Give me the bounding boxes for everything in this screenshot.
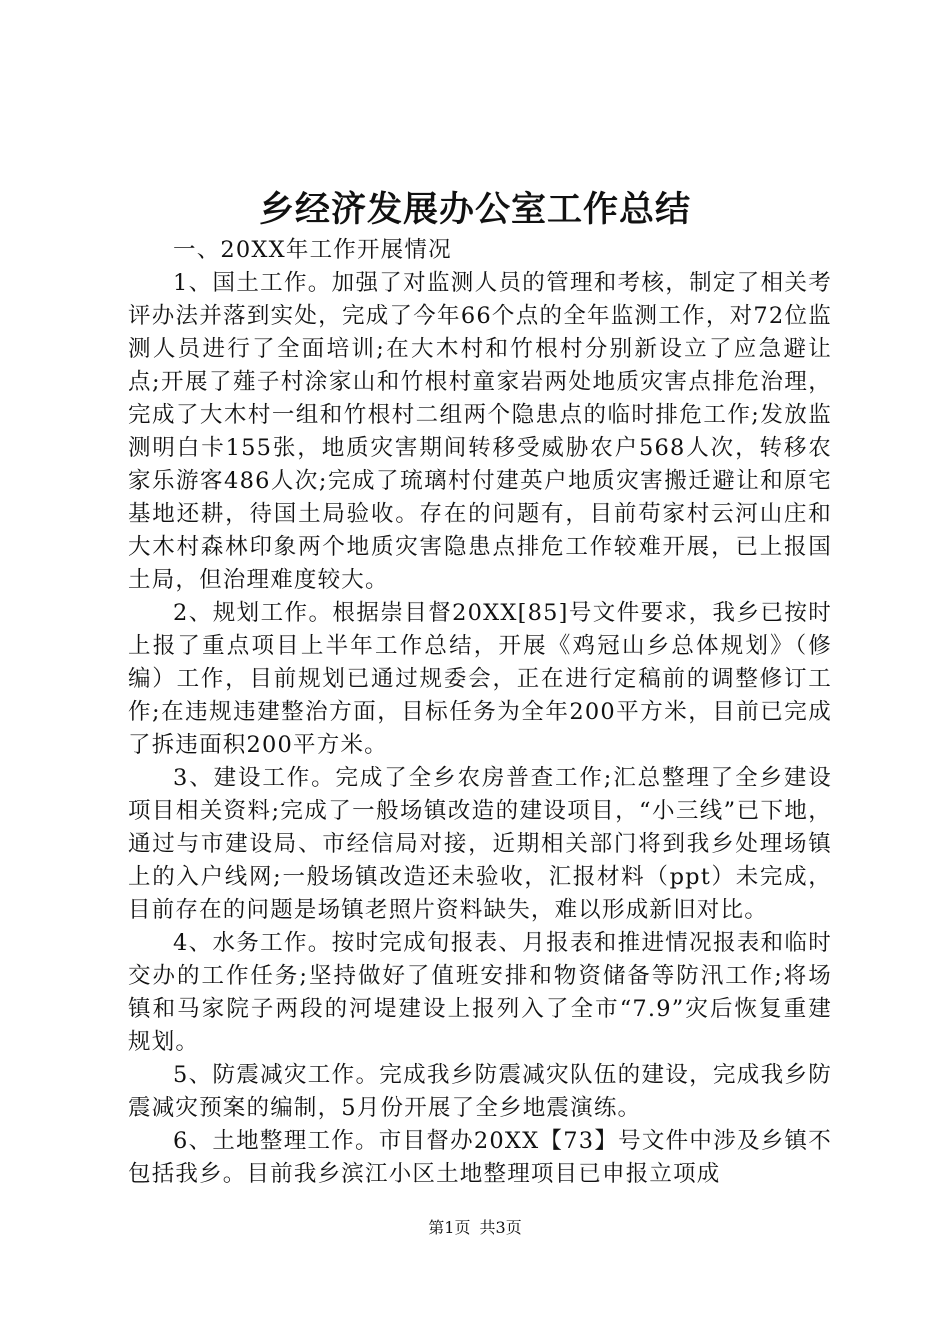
paragraph-land-work: 1、国土工作。加强了对监测人员的管理和考核，制定了相关考评办法并落到实处，完成了今年66个点的全年监测工作，对72位监测人员进行了全面培训;在大木村和竹根村分别新设立了应急避让点;开展了薤子村涂家山和竹根村童家岩两处地质灾害点排危治理，完成了大木村一组和竹根村二组两个隐患点的临时排危工作;发放监测明白卡155张，地质灾害期间转移受威胁农户568人次，转移农家乐游客486人次;完成了琉璃村付建英户地质灾害搬迁避让和原宅基地还耕，待国土局验收。存在的问题有，目前苟家村云河山庄和大木村森林印象两个地质灾害隐患点排危工作较难开展，已上报国土局，但治理难度较大。 <box>128 270 832 593</box>
page-total: 共3页 <box>479 1218 522 1237</box>
paragraph-earthquake-work: 5、防震减灾工作。完成我乡防震减灾队伍的建设，完成我乡防震减灾预案的编制，5月份开展了全乡地震演练。 <box>128 1062 832 1121</box>
paragraph-construction-work: 3、建设工作。完成了全乡农房普查工作;汇总整理了全乡建设项目相关资料;完成了一般场镇改造的建设项目，“小三线”已下地，通过与市建设局、市经信局对接，近期相关部门将到我乡处理场镇上的入户线网;一般场镇改造还未验收，汇报材料（ppt）未完成，目前存在的问题是场镇老照片资料缺失，难以形成新旧对比。 <box>128 765 832 923</box>
page-number: 第1页 <box>428 1218 471 1237</box>
paragraph-water-work: 4、水务工作。按时完成旬报表、月报表和推进情况报表和临时交办的工作任务;坚持做好了值班安排和物资储备等防汛工作;将场镇和马家院子两段的河堤建设上报列入了全市“7.9”灾后恢复重建规划。 <box>128 930 832 1055</box>
document-body <box>128 234 832 1191</box>
section-heading: 一、20XX年工作开展情况 <box>173 237 452 263</box>
paragraph-land-consolidation: 6、土地整理工作。市目督办20XX【73】号文件中涉及乡镇不包括我乡。目前我乡滨江小区土地整理项目已申报立项成 <box>128 1128 832 1187</box>
document-title: 乡经济发展办公室工作总结 <box>258 190 691 230</box>
paragraph-planning-work: 2、规划工作。根据崇目督20XX[85]号文件要求，我乡已按时上报了重点项目上半年工作总结，开展《鸡冠山乡总体规划》（修编）工作，目前规划已通过规委会，正在进行定稿前的调整修订工作;在违规违建整治方面，目标任务为全年200平方米，目前已完成了拆违面积200平方米。 <box>128 600 832 758</box>
page-footer <box>0 1216 950 1240</box>
